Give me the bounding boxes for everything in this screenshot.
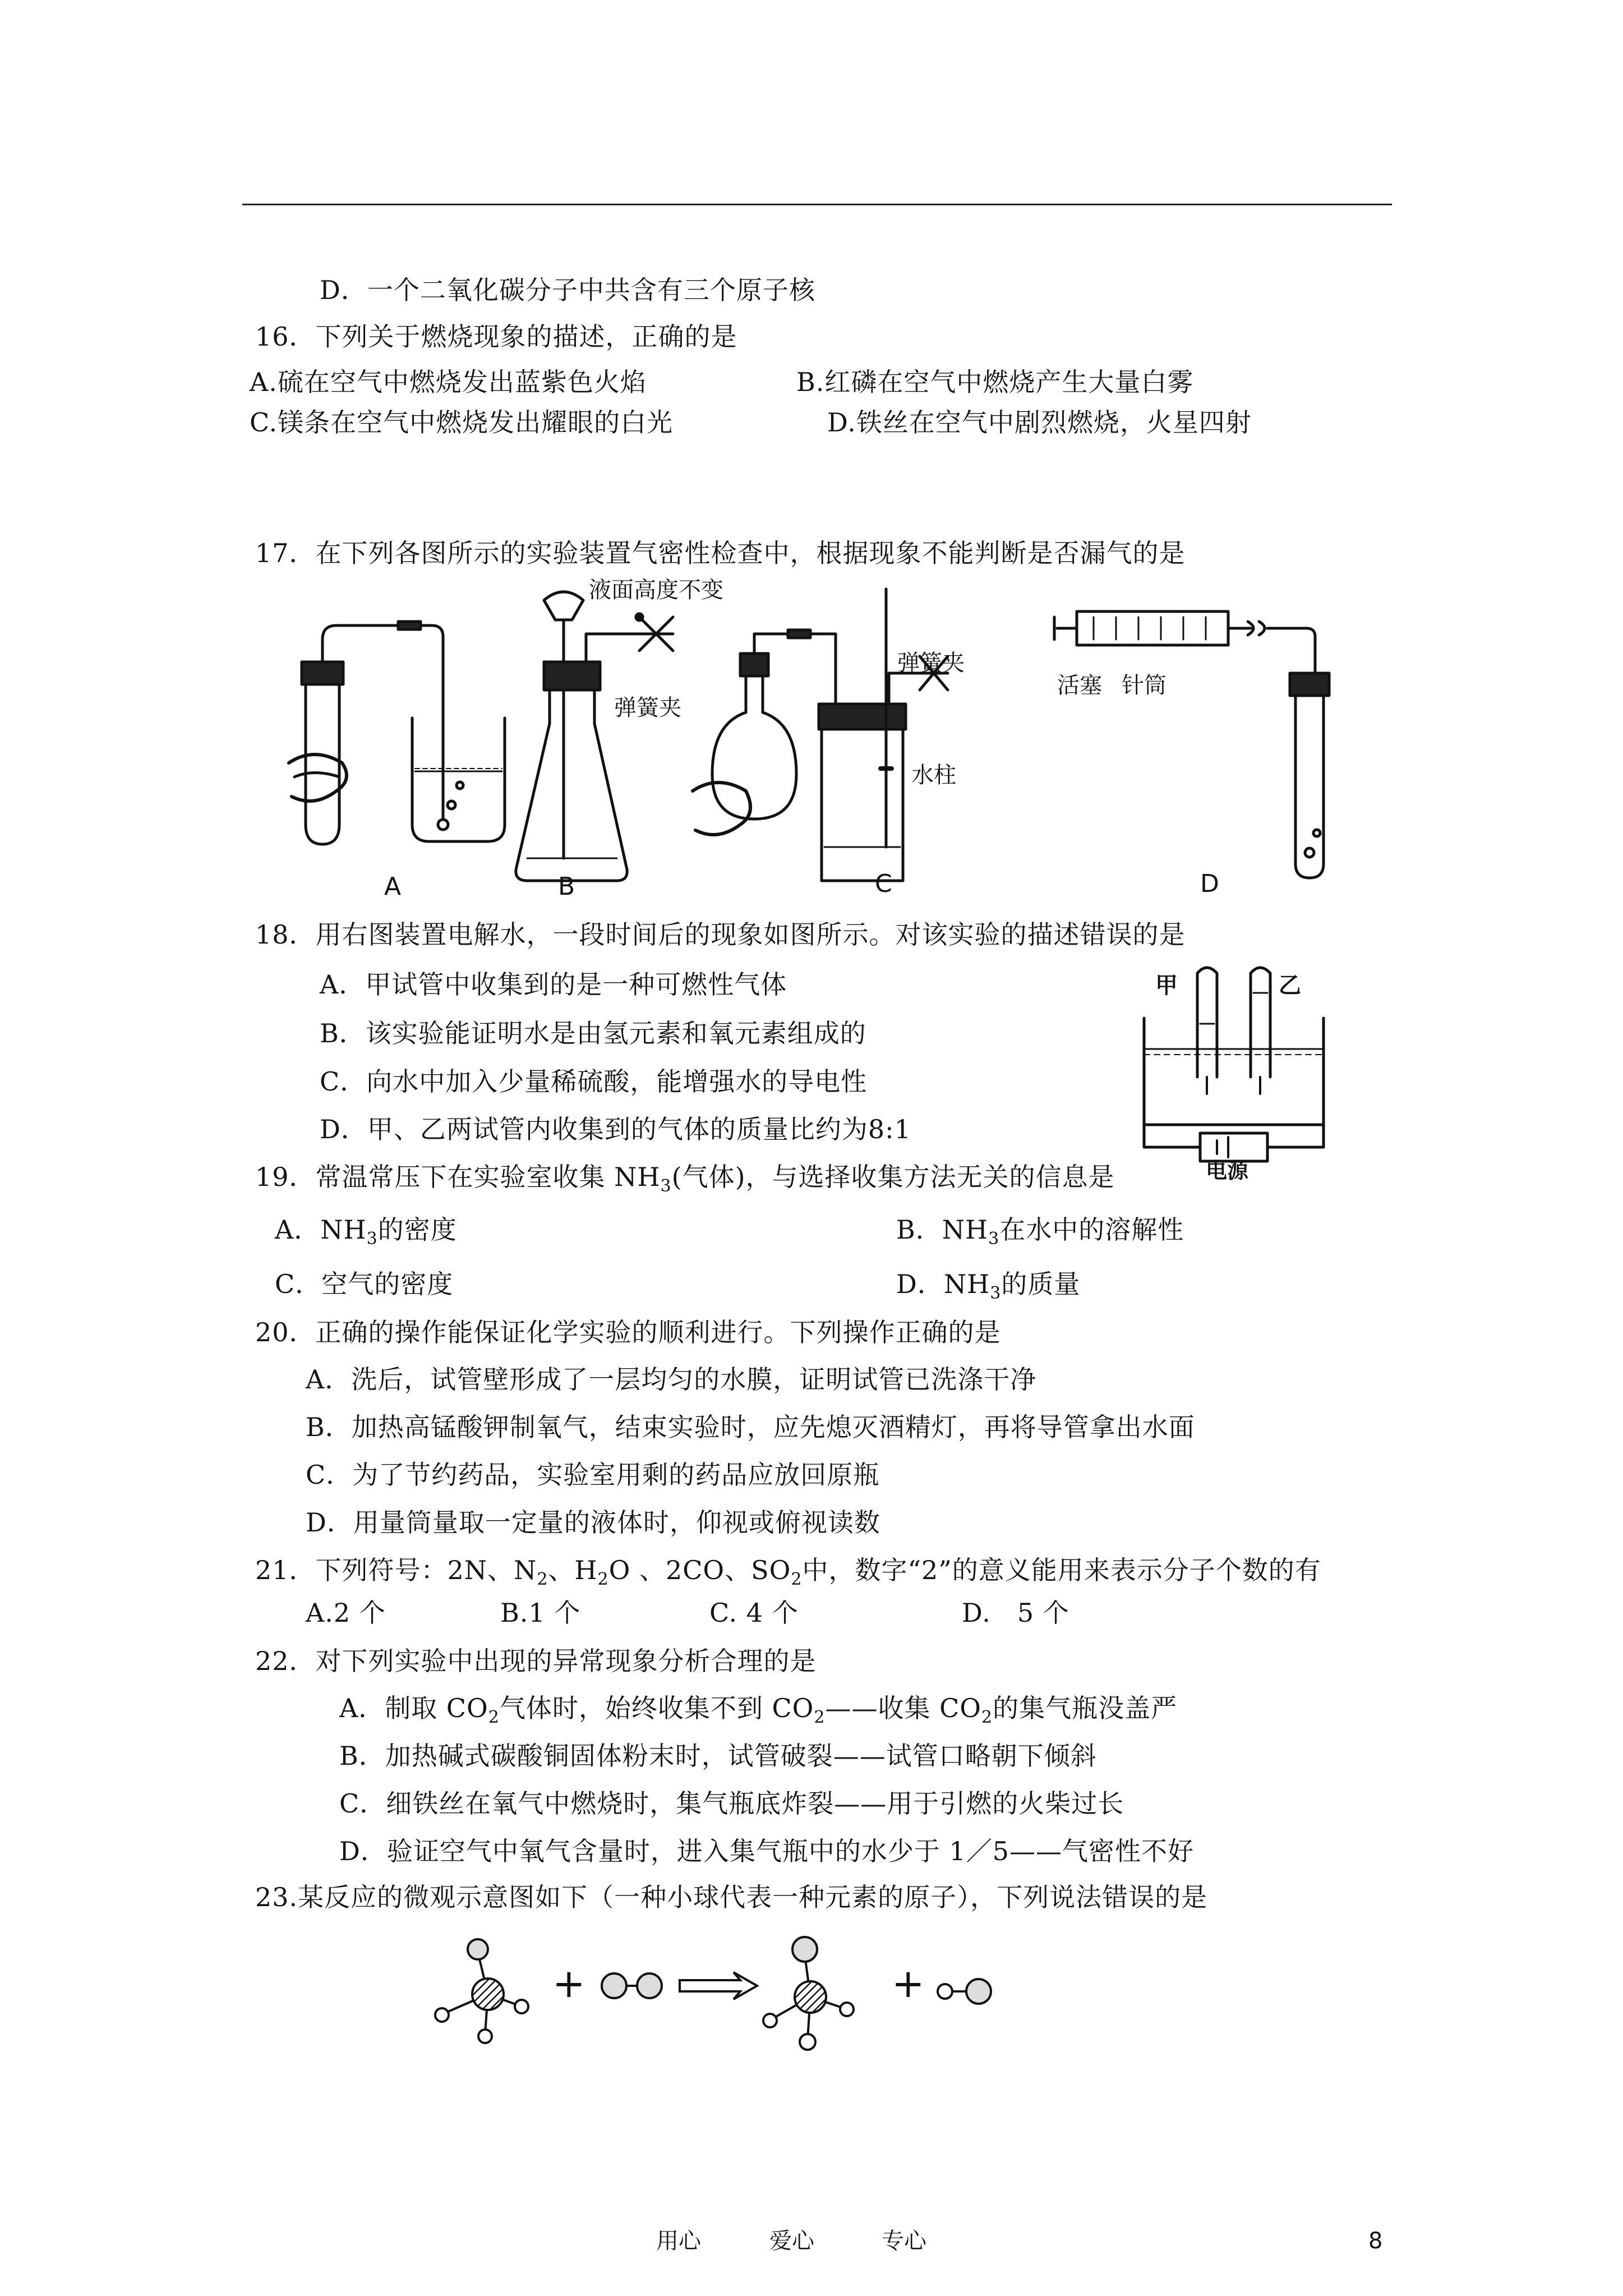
- q22-option-a-text-4: 的集气瓶没盖严: [993, 1693, 1178, 1723]
- footer-word-2: 爱心: [769, 2228, 814, 2254]
- q22-option-a-subscript-2: 2: [814, 1708, 826, 1728]
- q19-option-b-text-2: 在水中的溶解性: [999, 1214, 1184, 1245]
- product-molecule-2: [938, 1979, 991, 2004]
- q21-stem-text-3: O 、2CO、SO: [608, 1555, 791, 1585]
- apparatus-c-diagram: [693, 589, 948, 881]
- q19-option-a-subscript: 3: [366, 1229, 378, 1249]
- q21-stem-text-1: 21．下列符号：2N、N: [255, 1555, 537, 1585]
- q23-stem: 23.某反应的微观示意图如下（一种小球代表一种元素的原子），下列说法错误的是: [255, 1882, 1208, 1912]
- reaction-arrow: [680, 1972, 757, 1999]
- q18-stem: 18．用右图装置电解水，一段时间后的现象如图所示。对该实验的描述错误的是: [255, 919, 1186, 950]
- footer-word-1: 用心: [656, 2228, 701, 2254]
- q22-option-b: B．加热碱式碳酸铜固体粉末时，试管破裂——试管口略朝下倾斜: [339, 1741, 1097, 1771]
- q19-option-d-text-1: D．NH: [896, 1269, 990, 1299]
- label-water-column: 水柱: [911, 762, 956, 788]
- fig-label-c: C: [875, 869, 892, 898]
- q22-option-a-text-1: A．制取 CO: [339, 1693, 488, 1723]
- q19-stem-text-1: 19．常温常压下在实验室收集 NH: [255, 1162, 661, 1192]
- q19-option-a-text-1: A．NH: [275, 1214, 367, 1245]
- q22-option-c: C．细铁丝在氧气中燃烧时，集气瓶底炸裂——用于引燃的火柴过长: [339, 1788, 1124, 1819]
- q19-stem: [255, 1161, 1115, 1203]
- q18-option-a: A．甲试管中收集到的是一种可燃性气体: [320, 969, 787, 1000]
- label-tube-jia: 甲: [1155, 973, 1178, 999]
- apparatus-d-diagram: [1054, 611, 1329, 878]
- q15-option-d: D．一个二氧化碳分子中共含有三个原子核: [320, 275, 815, 305]
- q19-option-d-text-2: 的质量: [1001, 1269, 1081, 1299]
- fig-label-b: B: [558, 872, 575, 898]
- label-syringe: 针筒: [1122, 673, 1166, 698]
- q20-option-a: A．洗后，试管壁形成了一层均匀的水膜，证明试管已洗涤干净: [306, 1364, 1037, 1395]
- label-spring-clamp-c: 弹簧夹: [897, 650, 965, 676]
- reaction-microview-figure: [426, 1930, 1054, 2076]
- q21-stem: [255, 1554, 1321, 1596]
- q19-option-b-text-1: B．NH: [896, 1214, 989, 1245]
- q21-option-a: A.2 个: [306, 1598, 386, 1628]
- fig-label-a: A: [384, 872, 402, 898]
- q19-option-b: [896, 1213, 1184, 1255]
- q21-option-d: D. 5 个: [962, 1598, 1069, 1628]
- q16-option-a: A.硫在空气中燃烧发出蓝紫色火焰: [250, 367, 647, 397]
- q17-apparatus-figure: [280, 578, 1335, 898]
- q19-option-a-text-2: 的密度: [377, 1214, 457, 1245]
- plus-sign-2: +: [892, 1961, 925, 2007]
- q19-stem-text-2: (气体)，与选择收集方法无关的信息是: [671, 1162, 1115, 1192]
- q18-option-b: B．该实验能证明水是由氢元素和氧元素组成的: [320, 1018, 866, 1048]
- apparatus-b-diagram: [516, 592, 673, 881]
- q22-option-d: D．验证空气中氧气含量时，进入集气瓶中的水少于 1／5——气密性不好: [339, 1836, 1195, 1866]
- footer-word-3: 专心: [882, 2228, 926, 2254]
- electrolysis-figure: [1133, 962, 1335, 1181]
- q22-option-a-subscript-3: 2: [981, 1708, 993, 1728]
- q18-option-d: D．甲、乙两试管内收集到的气体的质量比约为8:1: [320, 1114, 911, 1144]
- q19-option-d: [896, 1268, 1080, 1310]
- q21-stem-text-4: 中，数字“2”的意义能用来表示分子个数的有: [802, 1555, 1321, 1585]
- q19-option-b-subscript: 3: [988, 1229, 1000, 1249]
- q22-option-a-text-3: ——收集 CO: [825, 1693, 981, 1723]
- q20-stem: 20．正确的操作能保证化学实验的顺利进行。下列操作正确的是: [255, 1317, 1001, 1347]
- q21-option-b: B.1 个: [500, 1598, 581, 1628]
- plus-sign-1: +: [552, 1961, 585, 2007]
- q22-option-a: [339, 1692, 1177, 1734]
- q17-stem: 17．在下列各图所示的实验装置气密性检查中，根据现象不能判断是否漏气的是: [255, 538, 1186, 568]
- q21-stem-text-2: 、H: [548, 1555, 598, 1585]
- apparatus-a-diagram: [289, 622, 505, 844]
- label-spring-clamp-b: 弹簧夹: [614, 695, 681, 721]
- reactant-molecule-2: [602, 1973, 662, 1998]
- header-rule: [242, 204, 1392, 205]
- q22-option-a-text-2: 气体时，始终收集不到 CO: [499, 1693, 814, 1723]
- label-liquid-level-unchanged: 液面高度不变: [589, 578, 723, 603]
- q21-subscript-3: 2: [791, 1570, 803, 1590]
- q21-subscript-2: 2: [597, 1570, 609, 1590]
- q21-option-c: C. 4 个: [709, 1598, 799, 1628]
- q20-option-d: D．用量筒量取一定量的液体时，仰视或俯视读数: [306, 1507, 880, 1538]
- q19-option-c: C．空气的密度: [275, 1269, 454, 1299]
- q19-stem-subscript: 3: [660, 1176, 672, 1197]
- reactant-molecule-1: [435, 1939, 528, 2043]
- q16-stem: 16．下列关于燃烧现象的描述，正确的是: [255, 321, 737, 352]
- q16-option-c: C.镁条在空气中燃烧发出耀眼的白光: [250, 407, 674, 438]
- q21-subscript-1: 2: [537, 1570, 548, 1590]
- fig-label-d: D: [1200, 869, 1219, 898]
- q22-option-a-subscript-1: 2: [488, 1708, 500, 1728]
- q22-stem: 22．对下列实验中出现的异常现象分析合理的是: [255, 1646, 817, 1676]
- q18-option-c: C．向水中加入少量稀硫酸，能增强水的导电性: [320, 1066, 868, 1097]
- q16-option-b: B.红磷在空气中燃烧产生大量白雾: [796, 367, 1194, 397]
- label-power-source: 电源: [1206, 1158, 1249, 1181]
- q19-option-a: [275, 1213, 457, 1255]
- q20-option-c: C．为了节约药品，实验室用剩的药品应放回原瓶: [306, 1460, 880, 1490]
- label-tube-yi: 乙: [1279, 973, 1301, 999]
- q19-option-d-subscript: 3: [990, 1283, 1002, 1304]
- label-piston: 活塞: [1057, 673, 1102, 698]
- q20-option-b: B．加热高锰酸钾制氧气，结束实验时，应先熄灭酒精灯，再将导管拿出水面: [306, 1412, 1195, 1442]
- product-molecule-1: [763, 1937, 854, 2050]
- q16-option-d: D.铁丝在空气中剧烈燃烧，火星四射: [827, 407, 1252, 438]
- page-number: 8: [1368, 2228, 1383, 2254]
